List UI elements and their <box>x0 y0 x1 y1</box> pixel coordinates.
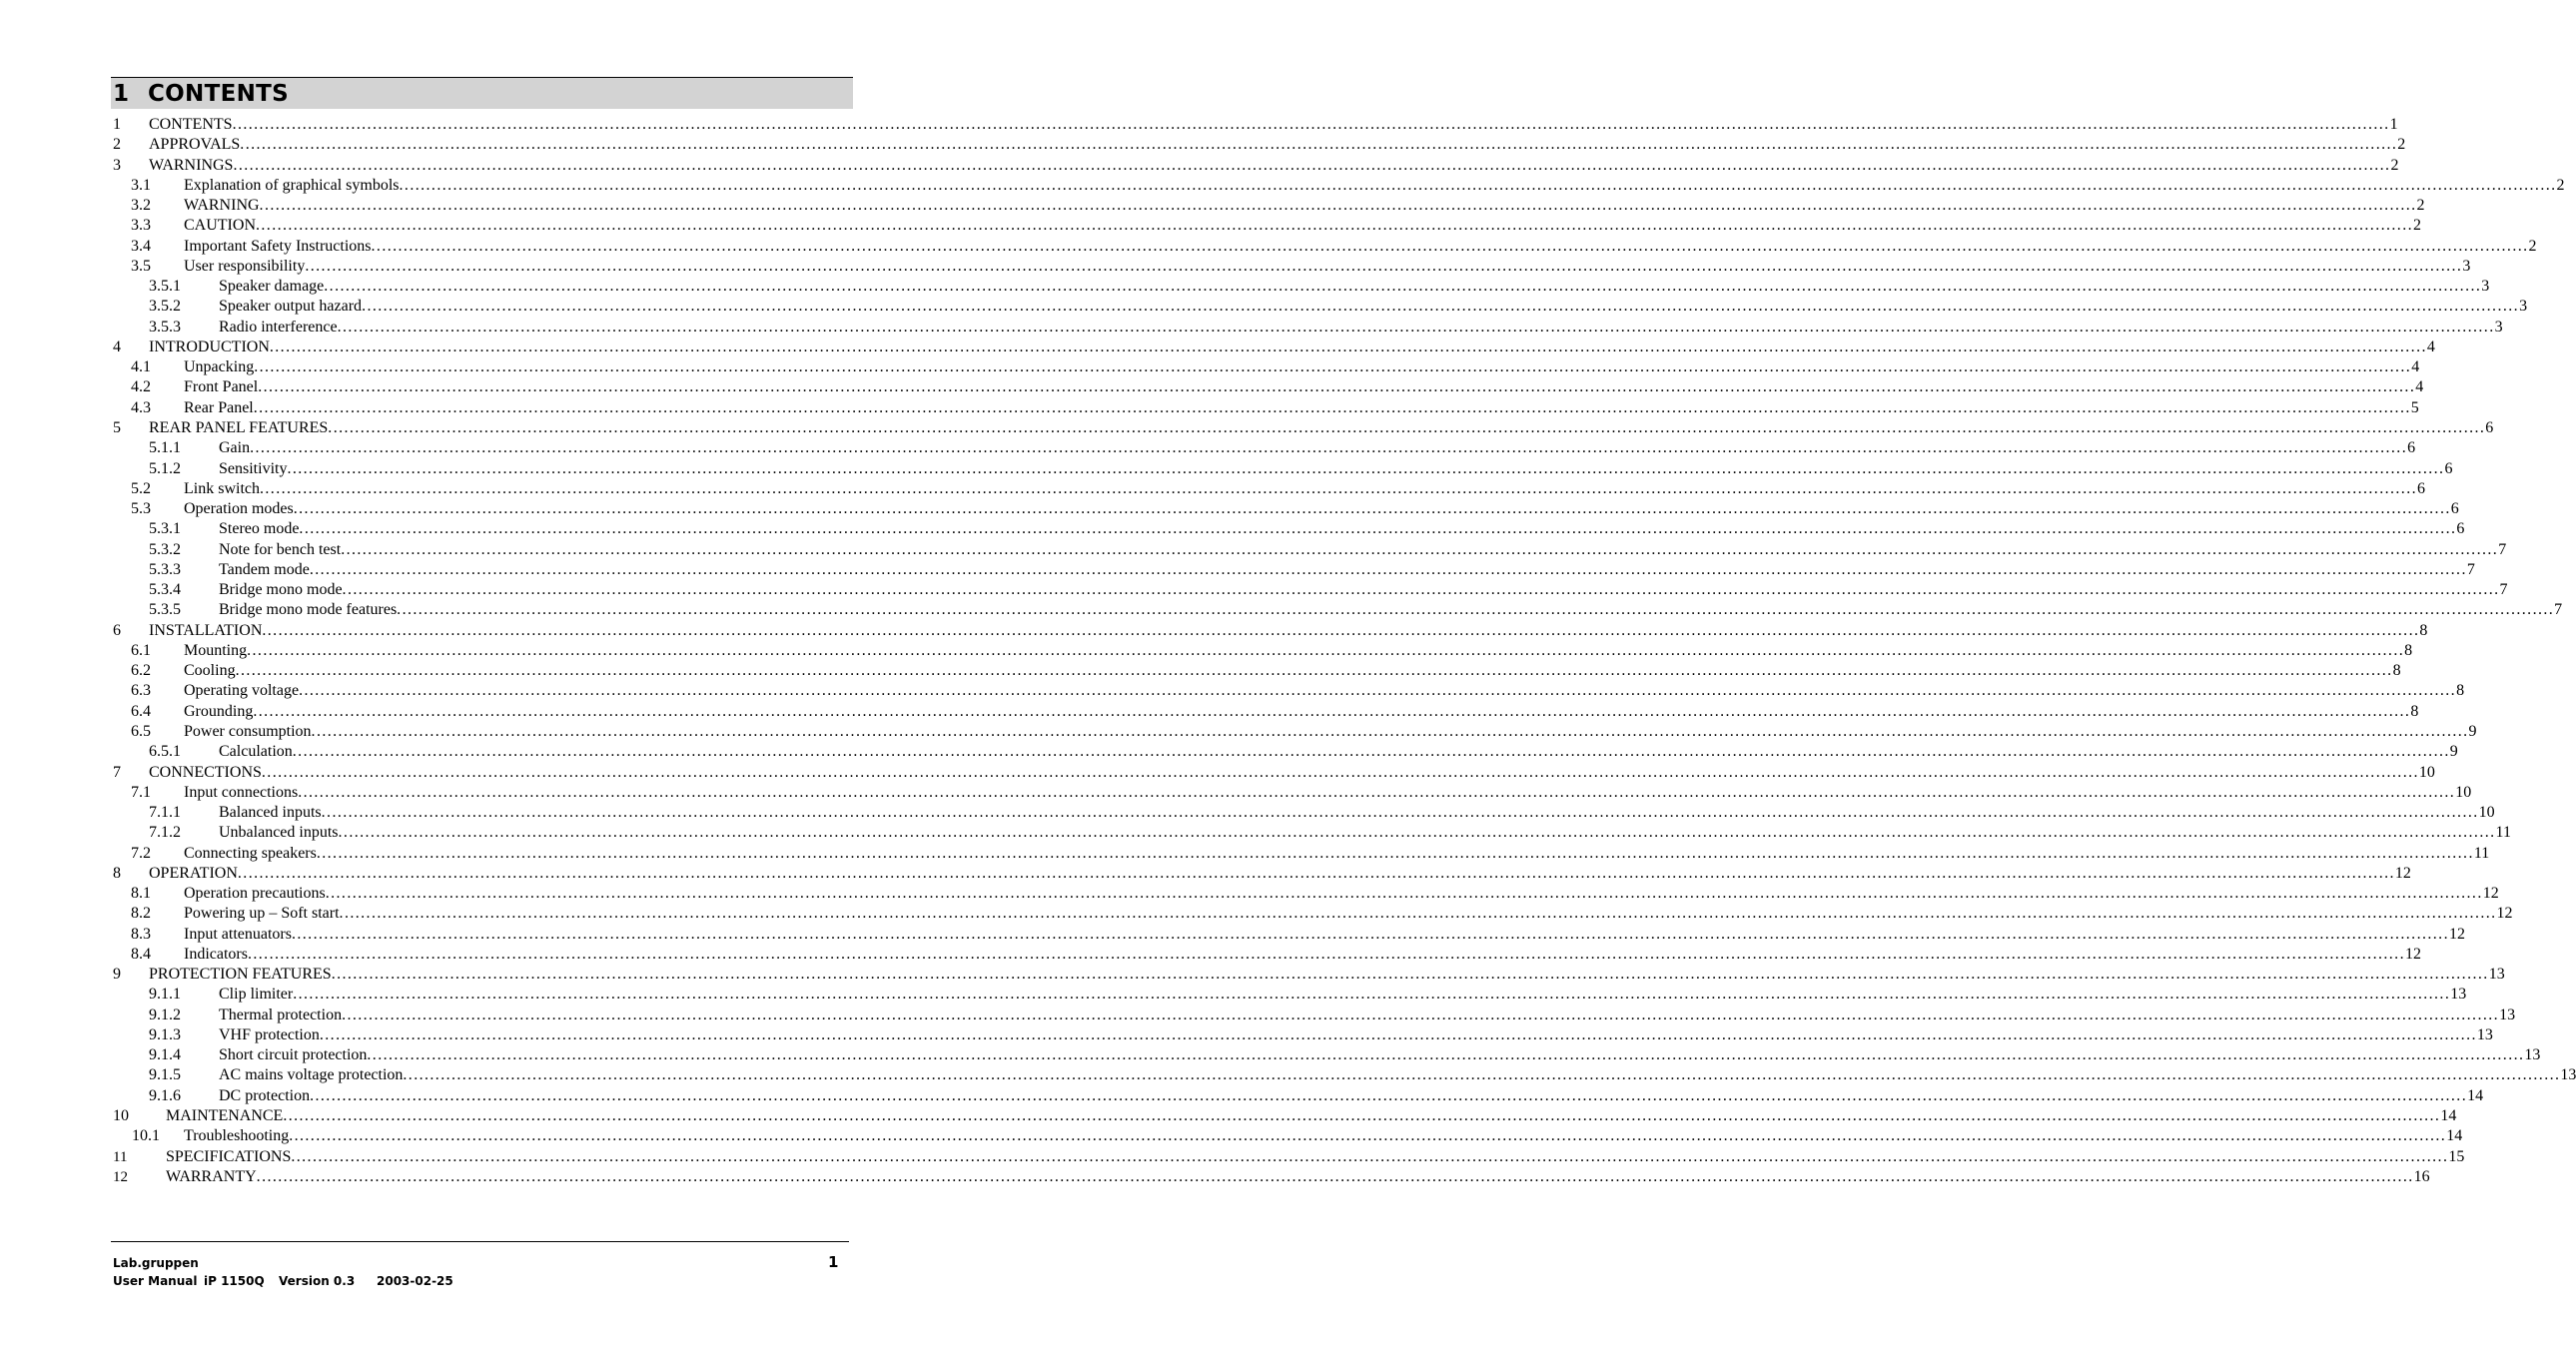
toc-entry-number: 9.1.6 <box>149 1086 181 1104</box>
toc-entry-title: Rear Panel <box>184 398 254 416</box>
toc-entry-title: User responsibility <box>184 257 306 275</box>
table-of-contents <box>113 115 2576 1187</box>
toc-entry-page: 10 <box>2418 763 2435 781</box>
toc-entry-title: AC mains voltage protection <box>219 1066 404 1084</box>
toc-entry-number: 11 <box>113 1148 128 1165</box>
heading-number: 1 <box>113 81 130 107</box>
toc-entry-page: 6 <box>2444 459 2453 477</box>
toc-entry-title: Powering up – Soft start <box>184 905 340 923</box>
toc-entry[interactable] <box>113 1126 2463 1146</box>
toc-entry-number: 5.3.2 <box>149 540 181 558</box>
toc-entry-title: Important Safety Instructions <box>184 237 372 255</box>
toc-dot-leader: ................................................................................................................................................................................................................................................................................................................................................................................................................ <box>328 418 2486 436</box>
toc-entry-number: 3.5.3 <box>149 318 181 336</box>
toc-entry-page: 8 <box>2410 702 2419 720</box>
toc-dot-leader: ................................................................................................................................................................................................................................................................................................................................................................................................................ <box>292 743 2450 761</box>
toc-entry-number: 3.1 <box>131 176 151 194</box>
toc-entry-number: 10 <box>113 1107 129 1125</box>
toc-entry[interactable] <box>113 156 2399 176</box>
toc-entry-page: 1 <box>2389 116 2398 133</box>
toc-dot-leader: ................................................................................................................................................................................................................................................................................................................................................................................................................ <box>310 1086 2468 1104</box>
toc-entry-title: Unbalanced inputs <box>219 824 339 842</box>
footer-model: iP 1150Q <box>204 1274 265 1288</box>
toc-entry-title: CAUTION <box>184 217 256 235</box>
toc-dot-leader: ................................................................................................................................................................................................................................................................................................................................................................................................................ <box>299 682 2457 700</box>
toc-dot-leader: ................................................................................................................................................................................................................................................................................................................................................................................................................ <box>254 358 2412 376</box>
toc-entry-number: 7.1.1 <box>149 804 181 822</box>
page-number: 1 <box>828 1253 839 1271</box>
toc-entry-number: 5.3.5 <box>149 601 181 619</box>
toc-entry-number: 5 <box>113 418 121 436</box>
toc-entry[interactable] <box>113 702 2419 722</box>
toc-entry-title: Bridge mono mode <box>219 581 343 599</box>
toc-dot-leader: ................................................................................................................................................................................................................................................................................................................................................................................................................ <box>247 945 2405 963</box>
toc-entry[interactable] <box>113 945 2421 965</box>
footer-doc-title: User Manual <box>113 1274 198 1288</box>
toc-entry[interactable] <box>113 499 2459 519</box>
toc-entry-title: Operation precautions <box>184 885 326 903</box>
toc-dot-leader: ................................................................................................................................................................................................................................................................................................................................................................................................................ <box>338 824 2496 842</box>
toc-entry[interactable] <box>113 722 2477 742</box>
toc-entry-title: Front Panel <box>184 378 259 396</box>
toc-entry-title: Mounting <box>184 641 248 659</box>
toc-entry-page: 4 <box>2411 358 2420 376</box>
toc-entry[interactable] <box>113 1147 2465 1167</box>
toc-entry-number: 6.5.1 <box>149 743 181 761</box>
toc-entry[interactable] <box>113 337 2435 357</box>
toc-entry-number: 7.1 <box>131 783 151 801</box>
toc-entry-number: 8 <box>113 864 121 882</box>
toc-dot-leader: ................................................................................................................................................................................................................................................................................................................................................................................................................ <box>253 398 2411 416</box>
toc-dot-leader: ................................................................................................................................................................................................................................................................................................................................................................................................................ <box>337 318 2495 336</box>
toc-entry-number: 3.5.1 <box>149 278 181 296</box>
toc-entry[interactable] <box>113 823 2511 843</box>
toc-entry[interactable] <box>113 277 2490 297</box>
toc-entry-title: MAINTENANCE <box>166 1107 284 1125</box>
toc-entry-page: 14 <box>2446 1127 2463 1145</box>
toc-entry[interactable] <box>113 1065 2576 1085</box>
toc-entry[interactable] <box>113 297 2528 317</box>
toc-entry-page: 16 <box>2413 1167 2430 1185</box>
toc-dot-leader: ................................................................................................................................................................................................................................................................................................................................................................................................................ <box>367 1046 2525 1064</box>
toc-entry-page: 13 <box>2488 966 2505 984</box>
toc-entry[interactable] <box>113 621 2428 641</box>
toc-entry[interactable] <box>113 925 2465 945</box>
toc-entry-title: Radio interference <box>219 318 338 336</box>
toc-entry-title: Stereo mode <box>219 520 300 538</box>
toc-entry-page: 2 <box>2390 156 2399 174</box>
toc-entry[interactable] <box>113 1167 2430 1187</box>
toc-entry-title: APPROVALS <box>149 136 241 154</box>
toc-entry-number: 3.5 <box>131 257 151 275</box>
toc-dot-leader: ................................................................................................................................................................................................................................................................................................................................................................................................................ <box>259 197 2417 215</box>
toc-entry[interactable] <box>113 318 2503 337</box>
toc-dot-leader: ................................................................................................................................................................................................................................................................................................................................................................................................................ <box>397 601 2555 619</box>
toc-entry[interactable] <box>113 904 2513 924</box>
toc-entry-page: 6 <box>2417 479 2425 497</box>
toc-entry-number: 4 <box>113 337 121 355</box>
toc-entry-number: 9.1.1 <box>149 986 181 1004</box>
toc-entry-title: VHF protection <box>219 1025 320 1043</box>
toc-entry[interactable] <box>113 1025 2493 1045</box>
toc-entry[interactable] <box>113 418 2494 438</box>
toc-entry[interactable] <box>113 540 2507 560</box>
toc-entry-number: 5.1.1 <box>149 439 181 457</box>
toc-entry-title: WARRANTY <box>166 1167 257 1185</box>
toc-entry[interactable] <box>113 1006 2516 1025</box>
toc-entry[interactable] <box>113 641 2413 661</box>
toc-entry-page: 6 <box>2407 439 2416 457</box>
toc-dot-leader: ................................................................................................................................................................................................................................................................................................................................................................................................................ <box>299 520 2457 538</box>
toc-entry[interactable] <box>113 661 2401 681</box>
toc-entry[interactable] <box>113 377 2424 397</box>
toc-entry-number: 3.2 <box>131 197 151 215</box>
toc-entry-page: 3 <box>2519 298 2528 316</box>
footer-brand: Lab.gruppen <box>113 1256 199 1270</box>
toc-entry-title: Speaker damage <box>219 278 325 296</box>
toc-entry-number: 10.1 <box>132 1127 160 1145</box>
toc-entry-title: Power consumption <box>184 722 312 740</box>
toc-dot-leader: ................................................................................................................................................................................................................................................................................................................................................................................................................ <box>293 986 2451 1004</box>
toc-entry[interactable] <box>113 844 2490 864</box>
toc-entry-title: Calculation <box>219 743 293 761</box>
toc-entry[interactable] <box>113 864 2411 884</box>
toc-entry-page: 9 <box>2449 743 2458 761</box>
toc-entry[interactable] <box>113 803 2495 823</box>
toc-entry-title: Short circuit protection <box>219 1046 368 1064</box>
toc-entry-number: 3 <box>113 156 121 174</box>
toc-entry[interactable] <box>113 681 2465 701</box>
toc-entry-page: 2 <box>2413 217 2421 235</box>
toc-entry-page: 7 <box>2498 540 2507 558</box>
toc-entry-page: 13 <box>2450 986 2467 1004</box>
toc-entry-title: CONTENTS <box>149 116 233 133</box>
toc-dot-leader: ................................................................................................................................................................................................................................................................................................................................................................................................................ <box>260 479 2417 497</box>
toc-entry-title: Gain <box>219 439 251 457</box>
toc-entry[interactable] <box>113 1086 2484 1106</box>
toc-entry-title: CONNECTIONS <box>149 763 262 781</box>
toc-entry-page: 2 <box>2556 176 2565 194</box>
toc-dot-leader: ................................................................................................................................................................................................................................................................................................................................................................................................................ <box>316 844 2474 862</box>
toc-entry-number: 9.1.4 <box>149 1046 181 1064</box>
toc-entry-title: Tandem mode <box>219 560 310 578</box>
toc-entry-title: WARNINGS <box>149 156 234 174</box>
toc-dot-leader: ................................................................................................................................................................................................................................................................................................................................................................................................................ <box>256 1167 2414 1185</box>
toc-entry-title: Troubleshooting <box>184 1127 290 1145</box>
toc-entry-page: 6 <box>2485 418 2494 436</box>
toc-dot-leader: ................................................................................................................................................................................................................................................................................................................................................................................................................ <box>293 500 2451 518</box>
toc-entry-number: 5.3.4 <box>149 581 181 599</box>
toc-entry-number: 6.5 <box>131 722 151 740</box>
toc-entry[interactable] <box>113 459 2453 479</box>
toc-entry-page: 5 <box>2410 398 2419 416</box>
toc-entry-number: 9.1.5 <box>149 1066 181 1084</box>
toc-entry-number: 5.2 <box>131 479 151 497</box>
toc-entry-number: 8.4 <box>131 945 151 963</box>
toc-entry-page: 2 <box>2528 237 2537 255</box>
toc-dot-leader: ................................................................................................................................................................................................................................................................................................................................................................................................................ <box>342 1006 2500 1023</box>
toc-entry-page: 8 <box>2456 682 2465 700</box>
toc-entry-title: DC protection <box>219 1086 311 1104</box>
toc-entry-number: 12 <box>113 1168 128 1185</box>
toc-dot-leader: ................................................................................................................................................................................................................................................................................................................................................................................................................ <box>309 560 2467 578</box>
toc-dot-leader: ................................................................................................................................................................................................................................................................................................................................................................................................................ <box>339 905 2497 923</box>
toc-entry[interactable] <box>113 115 2398 135</box>
toc-entry-page: 6 <box>2450 500 2459 518</box>
toc-entry-page: 4 <box>2426 337 2435 355</box>
toc-entry-title: Balanced inputs <box>219 804 322 822</box>
toc-dot-leader: ................................................................................................................................................................................................................................................................................................................................................................................................................ <box>324 278 2482 296</box>
toc-dot-leader: ................................................................................................................................................................................................................................................................................................................................................................................................................ <box>291 925 2449 943</box>
toc-entry-page: 12 <box>2482 885 2499 903</box>
toc-entry-page: 7 <box>2554 601 2563 619</box>
toc-dot-leader: ................................................................................................................................................................................................................................................................................................................................................................................................................ <box>331 966 2489 984</box>
footer-date: 2003-02-25 <box>377 1274 453 1288</box>
toc-entry-page: 11 <box>2495 824 2511 842</box>
toc-entry-page: 2 <box>2397 136 2406 154</box>
toc-entry-title: INSTALLATION <box>149 621 263 639</box>
toc-entry-title: REAR PANEL FEATURES <box>149 418 329 436</box>
toc-entry-page: 10 <box>2478 804 2495 822</box>
toc-dot-leader: ................................................................................................................................................................................................................................................................................................................................................................................................................ <box>287 459 2445 477</box>
toc-entry-title: Indicators <box>184 945 248 963</box>
toc-dot-leader: ................................................................................................................................................................................................................................................................................................................................................................................................................ <box>371 237 2529 255</box>
toc-entry-title: WARNING <box>184 197 260 215</box>
toc-dot-leader: ................................................................................................................................................................................................................................................................................................................................................................................................................ <box>247 641 2405 659</box>
toc-dot-leader: ................................................................................................................................................................................................................................................................................................................................................................................................................ <box>237 864 2395 882</box>
toc-entry-page: 8 <box>2404 641 2413 659</box>
toc-entry[interactable] <box>113 742 2458 762</box>
toc-dot-leader: ................................................................................................................................................................................................................................................................................................................................................................................................................ <box>298 783 2456 801</box>
toc-dot-leader: ................................................................................................................................................................................................................................................................................................................................................................................................................ <box>283 1107 2441 1125</box>
toc-entry[interactable] <box>113 176 2565 196</box>
toc-entry-title: Connecting speakers <box>184 844 317 862</box>
toc-entry-page: 4 <box>2415 378 2424 396</box>
toc-dot-leader: ................................................................................................................................................................................................................................................................................................................................................................................................................ <box>321 804 2479 822</box>
toc-entry-number: 9.1.2 <box>149 1006 181 1023</box>
toc-entry-number: 9.1.3 <box>149 1025 181 1043</box>
toc-dot-leader: ................................................................................................................................................................................................................................................................................................................................................................................................................ <box>403 1066 2561 1084</box>
toc-entry-number: 3.4 <box>131 237 151 255</box>
toc-entry-page: 12 <box>2496 905 2513 923</box>
toc-entry[interactable] <box>113 1106 2457 1126</box>
toc-entry-page: 2 <box>2416 197 2425 215</box>
toc-entry-page: 8 <box>2392 662 2401 680</box>
toc-entry-page: 7 <box>2499 581 2508 599</box>
toc-dot-leader: ................................................................................................................................................................................................................................................................................................................................................................................................................ <box>342 581 2500 599</box>
toc-entry[interactable] <box>113 560 2475 580</box>
toc-entry-page: 15 <box>2448 1147 2465 1165</box>
toc-dot-leader: ................................................................................................................................................................................................................................................................................................................................................................................................................ <box>233 156 2391 174</box>
toc-entry[interactable] <box>113 763 2435 783</box>
toc-dot-leader: ................................................................................................................................................................................................................................................................................................................................................................................................................ <box>261 763 2419 781</box>
toc-entry-title: Operating voltage <box>184 682 300 700</box>
footer-rule <box>111 1241 849 1242</box>
toc-entry-page: 14 <box>2467 1086 2484 1104</box>
toc-dot-leader: ................................................................................................................................................................................................................................................................................................................................................................................................................ <box>319 1025 2477 1043</box>
toc-dot-leader: ................................................................................................................................................................................................................................................................................................................................................................................................................ <box>362 298 2520 316</box>
toc-entry-title: Bridge mono mode features <box>219 601 398 619</box>
toc-entry-number: 7 <box>113 763 121 781</box>
toc-dot-leader: ................................................................................................................................................................................................................................................................................................................................................................................................................ <box>262 621 2420 639</box>
toc-dot-leader: ................................................................................................................................................................................................................................................................................................................................................................................................................ <box>341 540 2499 558</box>
toc-entry-page: 14 <box>2440 1107 2457 1125</box>
toc-entry-page: 13 <box>2499 1006 2516 1023</box>
toc-entry-title: Input attenuators <box>184 925 292 943</box>
toc-entry-title: Input connections <box>184 783 299 801</box>
toc-dot-leader: ................................................................................................................................................................................................................................................................................................................................................................................................................ <box>240 136 2398 154</box>
toc-entry-number: 7.1.2 <box>149 824 181 842</box>
toc-entry[interactable] <box>113 600 2563 620</box>
toc-entry-title: Thermal protection <box>219 1006 343 1023</box>
toc-entry-title: SPECIFICATIONS <box>166 1147 292 1165</box>
toc-entry[interactable] <box>113 783 2472 803</box>
contents-heading <box>111 77 853 109</box>
toc-entry-number: 5.3 <box>131 500 151 518</box>
toc-entry-page: 3 <box>2494 318 2503 336</box>
toc-entry-number: 6.2 <box>131 662 151 680</box>
toc-entry-number: 3.3 <box>131 217 151 235</box>
toc-entry-page: 11 <box>2473 844 2490 862</box>
toc-dot-leader: ................................................................................................................................................................................................................................................................................................................................................................................................................ <box>305 257 2463 275</box>
toc-entry-title: Grounding <box>184 702 254 720</box>
toc-entry-title: Clip limiter <box>219 986 294 1004</box>
toc-entry-number: 6.1 <box>131 641 151 659</box>
toc-entry[interactable] <box>113 519 2465 539</box>
toc-dot-leader: ................................................................................................................................................................................................................................................................................................................................................................................................................ <box>399 176 2557 194</box>
toc-entry-title: Link switch <box>184 479 260 497</box>
toc-entry-title: INTRODUCTION <box>149 337 270 355</box>
toc-entry-number: 6 <box>113 621 121 639</box>
toc-entry-number: 8.2 <box>131 905 151 923</box>
toc-entry-page: 13 <box>2560 1066 2576 1084</box>
toc-dot-leader: ................................................................................................................................................................................................................................................................................................................................................................................................................ <box>250 439 2408 457</box>
toc-entry-number: 3.5.2 <box>149 298 181 316</box>
toc-entry[interactable] <box>113 398 2419 418</box>
toc-entry-number: 4.1 <box>131 358 151 376</box>
toc-dot-leader: ................................................................................................................................................................................................................................................................................................................................................................................................................ <box>269 337 2427 355</box>
toc-entry[interactable] <box>113 438 2416 458</box>
toc-entry-page: 7 <box>2466 560 2475 578</box>
toc-entry-page: 6 <box>2456 520 2465 538</box>
toc-entry-title: Unpacking <box>184 358 255 376</box>
toc-entry-number: 4.2 <box>131 378 151 396</box>
toc-entry-page: 3 <box>2481 278 2490 296</box>
toc-entry[interactable] <box>113 479 2425 499</box>
toc-entry[interactable] <box>113 985 2467 1005</box>
toc-entry-number: 8.1 <box>131 885 151 903</box>
toc-entry-number: 4.3 <box>131 398 151 416</box>
toc-entry[interactable] <box>113 257 2471 277</box>
toc-entry-number: 1 <box>113 116 121 133</box>
toc-dot-leader: ................................................................................................................................................................................................................................................................................................................................................................................................................ <box>289 1127 2447 1145</box>
toc-entry-title: OPERATION <box>149 864 238 882</box>
toc-entry-number: 9 <box>113 966 121 984</box>
toc-entry[interactable] <box>113 1045 2541 1065</box>
footer-version: Version 0.3 <box>279 1274 356 1288</box>
toc-entry-page: 8 <box>2419 621 2428 639</box>
toc-entry-title: Speaker output hazard <box>219 298 363 316</box>
toc-dot-leader: ................................................................................................................................................................................................................................................................................................................................................................................................................ <box>258 378 2416 396</box>
toc-entry-number: 6.4 <box>131 702 151 720</box>
toc-dot-leader: ................................................................................................................................................................................................................................................................................................................................................................................................................ <box>256 217 2413 235</box>
toc-entry-number: 7.2 <box>131 844 151 862</box>
toc-entry-title: PROTECTION FEATURES <box>149 966 332 984</box>
toc-entry-number: 6.3 <box>131 682 151 700</box>
toc-dot-leader: ................................................................................................................................................................................................................................................................................................................................................................................................................ <box>253 702 2411 720</box>
toc-entry-page: 13 <box>2476 1025 2493 1043</box>
toc-entry-title: Cooling <box>184 662 236 680</box>
toc-entry-page: 3 <box>2462 257 2471 275</box>
toc-entry[interactable] <box>113 196 2425 216</box>
toc-entry[interactable] <box>113 965 2505 985</box>
toc-entry-title: Explanation of graphical symbols <box>184 176 400 194</box>
toc-entry-title: Note for bench test <box>219 540 342 558</box>
toc-entry-page: 13 <box>2524 1046 2541 1064</box>
toc-entry-number: 5.1.2 <box>149 459 181 477</box>
toc-entry-page: 10 <box>2455 783 2472 801</box>
toc-entry-number: 5.3.1 <box>149 520 181 538</box>
toc-entry[interactable] <box>113 135 2406 155</box>
toc-entry-page: 12 <box>2394 864 2411 882</box>
toc-entry-number: 5.3.3 <box>149 560 181 578</box>
toc-dot-leader: ................................................................................................................................................................................................................................................................................................................................................................................................................ <box>291 1147 2449 1165</box>
toc-entry-page: 12 <box>2448 925 2465 943</box>
toc-entry-page: 9 <box>2468 722 2477 740</box>
toc-entry[interactable] <box>113 237 2537 257</box>
toc-entry-title: Sensitivity <box>219 459 288 477</box>
toc-entry-number: 8.3 <box>131 925 151 943</box>
toc-entry[interactable] <box>113 580 2508 600</box>
heading-title: CONTENTS <box>148 81 289 107</box>
toc-entry[interactable] <box>113 216 2421 236</box>
toc-dot-leader: ................................................................................................................................................................................................................................................................................................................................................................................................................ <box>325 885 2483 903</box>
toc-entry-page: 12 <box>2404 945 2421 963</box>
toc-entry[interactable] <box>113 357 2420 377</box>
toc-dot-leader: ................................................................................................................................................................................................................................................................................................................................................................................................................ <box>311 722 2469 740</box>
toc-entry-title: Operation modes <box>184 500 294 518</box>
toc-dot-leader: ................................................................................................................................................................................................................................................................................................................................................................................................................ <box>232 116 2390 133</box>
toc-entry[interactable] <box>113 884 2499 904</box>
toc-dot-leader: ................................................................................................................................................................................................................................................................................................................................................................................................................ <box>235 662 2393 680</box>
toc-entry-number: 2 <box>113 136 121 154</box>
